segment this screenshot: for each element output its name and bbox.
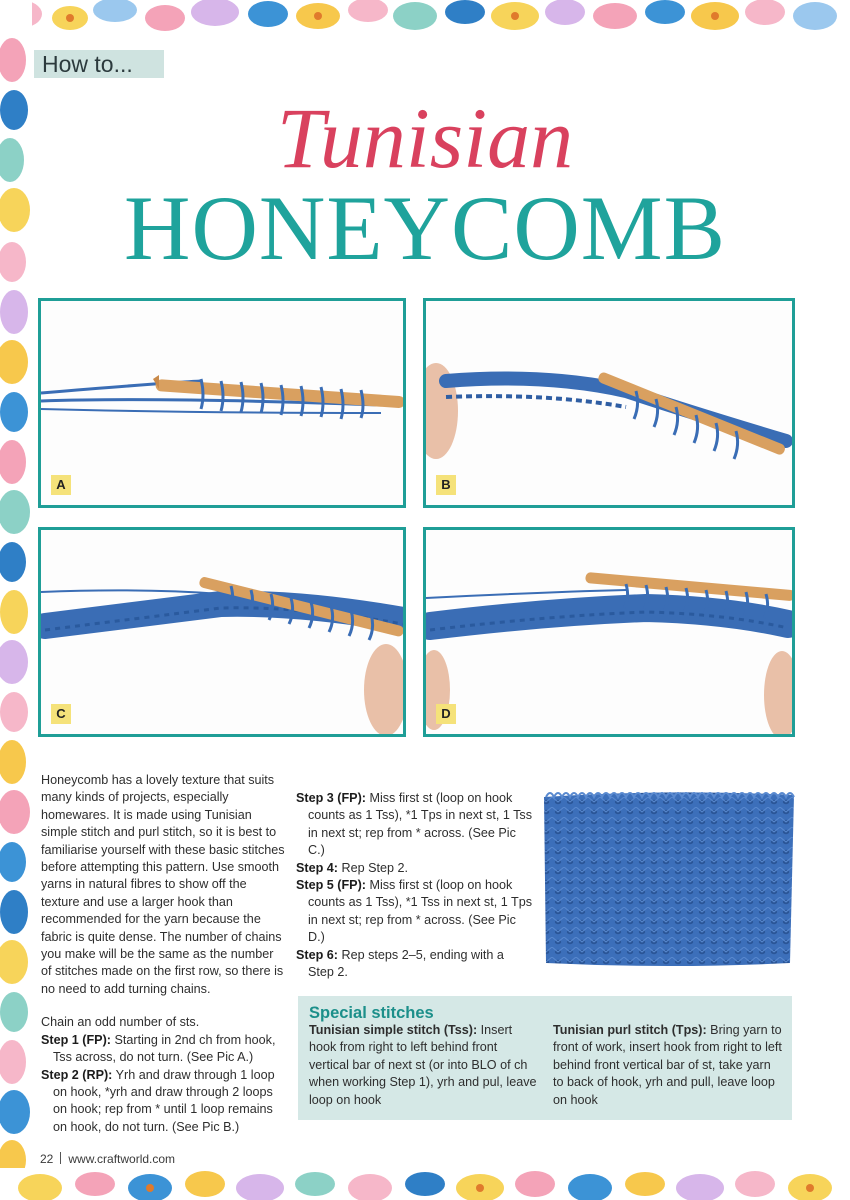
tss-term: Tunisian simple stitch (Tss): xyxy=(309,1023,478,1037)
step-3-label: Step 3 (FP): xyxy=(296,791,366,805)
section-label-text: How to... xyxy=(42,51,133,77)
tps-definition: Bring yarn to front of work, insert hook from right to left behind front vertical bar of st, take yarn to back of hook, yrh and pull, leave loop on hook xyxy=(553,1023,782,1107)
text-column-left xyxy=(41,772,286,1136)
tss-definition: Insert hook from right to left behind front vertical bar of next st (or into BLO of ch when working Step 1), yrh and pul, leave loop on hook xyxy=(309,1023,537,1107)
photo-a-image xyxy=(41,301,403,505)
special-stitch-tss xyxy=(309,1022,539,1109)
text-column-middle-steps xyxy=(296,772,532,981)
step-6 xyxy=(296,947,532,982)
step-3-text: Miss first st (loop on hook counts as 1 Tss), *1 Tps in next st, 1 Tss in next st; rep from * across. (See Pic C.) xyxy=(308,791,532,858)
step-4-text: Rep Step 2. xyxy=(338,860,409,875)
step-photo-a xyxy=(38,298,406,508)
step-1-text: Starting in 2nd ch from hook, Tss across, do not turn. (See Pic A.) xyxy=(53,1032,276,1065)
tps-term: Tunisian purl stitch (Tps): xyxy=(553,1023,707,1037)
special-stitch-tps xyxy=(553,1022,783,1109)
step-1-label: Step 1 (FP): xyxy=(41,1032,111,1047)
steps-3-to-6 xyxy=(296,772,532,981)
title-main xyxy=(0,178,850,278)
step-2-label: Step 2 (RP): xyxy=(41,1067,113,1082)
step-6-text: Rep steps 2–5, ending with a Step 2. xyxy=(308,947,504,980)
special-stitches-box xyxy=(298,996,792,1120)
photo-label-c: C xyxy=(51,704,71,724)
photo-c-image xyxy=(41,530,403,734)
step-4-label: Step 4: xyxy=(296,860,338,875)
floral-border-top xyxy=(0,0,850,32)
photo-b-image xyxy=(426,301,792,505)
website-url: www.craftworld.com xyxy=(68,1152,176,1166)
photo-label-d: D xyxy=(436,704,456,724)
step-5-text: Miss first st (loop on hook counts as 1 Tss), *1 Tss in next st, 1 Tps in next st; rep from * across. (See Pic D.) xyxy=(308,878,532,945)
intro-paragraph: Honeycomb has a lovely texture that suits many kinds of projects, especially homewares. It is made using Tunisian simple stitch and purl stitch, so it is best to familiarise yourself with these basic stitches before attempting this pattern. Use smooth yarns in natural fibres to show off the texture and use a larger hook than recommended for the yarn because the fabric is quite dense. The number of chains you make will be the same as the number of stitches made on the first row, so there is no need to add turning chains. xyxy=(41,773,285,996)
step-2-text: Yrh and draw through 1 loop on hook, *yrh and draw through 2 loops on hook; rep from * until 1 loop remains on hook, do not turn. (See Pic B.) xyxy=(53,1067,275,1134)
step-3 xyxy=(296,790,532,860)
step-photo-c xyxy=(38,527,406,737)
chain-instruction: Chain an odd number of sts. xyxy=(41,1015,200,1030)
page-footer xyxy=(40,1152,175,1166)
step-5 xyxy=(296,877,532,947)
step-photo-d xyxy=(423,527,795,737)
step-4 xyxy=(296,860,532,877)
page-number: 22 xyxy=(40,1152,54,1166)
honeycomb-swatch-image xyxy=(540,787,798,969)
step-6-label: Step 6: xyxy=(296,947,338,962)
photo-d-image xyxy=(426,530,792,734)
special-stitches-heading: Special stitches xyxy=(309,1004,434,1022)
section-label xyxy=(34,50,164,78)
photo-label-a: A xyxy=(51,475,71,495)
footer-divider xyxy=(60,1152,61,1164)
step-1 xyxy=(41,1032,286,1067)
title-line-1: Tunisian xyxy=(276,90,574,186)
step-2 xyxy=(41,1067,286,1137)
step-photo-b xyxy=(423,298,795,508)
title-script xyxy=(0,88,850,188)
title-line-2: HONEYCOMB xyxy=(124,177,726,279)
step-5-label: Step 5 (FP): xyxy=(296,878,366,893)
floral-border-bottom xyxy=(0,1168,850,1200)
photo-label-b: B xyxy=(436,475,456,495)
